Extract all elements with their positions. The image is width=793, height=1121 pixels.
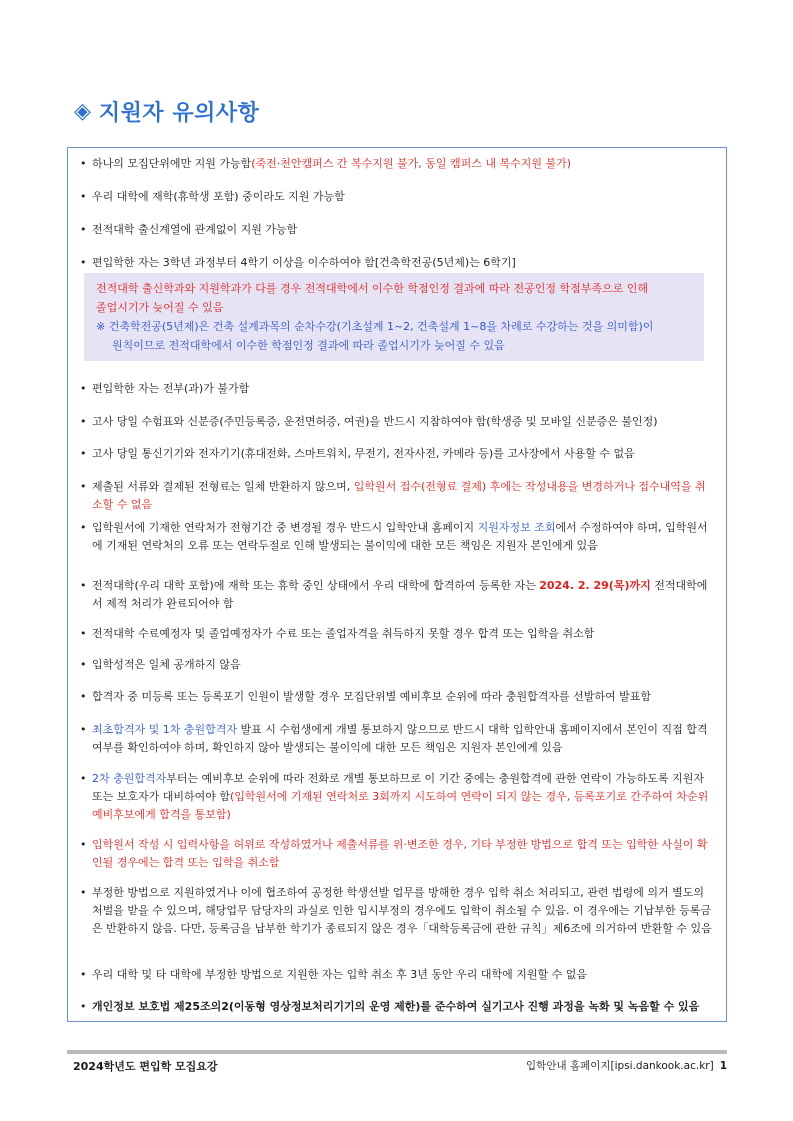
- section-title: [74, 96, 259, 127]
- list-item: [80, 966, 714, 984]
- item-text: 우리 대학 및 타 대학에 부정한 방법으로 지원한 자는 입학 취소 후 3년 동안 우리 대학에 지원할 수 없음: [92, 968, 587, 981]
- list-item: [80, 221, 714, 239]
- note-line: 졸업시기가 늦어질 수 있음: [96, 301, 224, 314]
- item-text: 편입학한 자는 3학년 과정부터 4학기 이상을 이수하여야 함[건축학전공(5년제)는 6학기]: [92, 256, 516, 269]
- list-item: [80, 884, 714, 938]
- item-text: 고사 당일 통신기기와 전자기기(휴대전화, 스마트워치, 무전기, 전자사전, 카메라 등)를 고사장에서 사용할 수 없음: [92, 447, 635, 460]
- page-number: 1: [719, 1060, 727, 1072]
- list-item: [80, 625, 714, 643]
- item-text: 고사 당일 수험표와 신분증(주민등록증, 운전면허증, 여권)을 반드시 지참하여야 함(학생증 및 모바일 신분증은 불인정): [92, 415, 658, 428]
- list-item: [80, 688, 714, 706]
- item-text: 합격자 중 미등록 또는 등록포기 인원이 발생할 경우 모집단위별 예비후보 순위에 따라 충원합격자를 선발하여 발표함: [92, 690, 651, 703]
- notice-box: [67, 147, 727, 1022]
- list-item: [80, 380, 714, 398]
- item-text: 부터는 예비후보 순위에 따라 전화로 개별 통보하므로 이 기간 중에는 충원합격에 관한 연락이 가능하도록 지원자 또는 보호자가 대비하여야 함: [92, 772, 705, 803]
- item-text: 하나의 모집단위에만 지원 가능함: [92, 157, 252, 170]
- item-text: 2024. 2. 29(목)까지: [539, 579, 651, 592]
- item-text: 전적대학(우리 대학 포함)에 재학 또는 휴학 중인 상태에서 우리 대학에 합격하여 등록한 자는: [92, 579, 540, 592]
- item-text: 제출된 서류와 결제된 전형료는 일체 반환하지 않으며,: [92, 480, 354, 493]
- note-box: [84, 273, 704, 361]
- list-item: [80, 770, 714, 824]
- list-item: [80, 478, 714, 514]
- diamond-icon: ◈: [74, 98, 91, 124]
- footer-info: [526, 1058, 727, 1073]
- item-text: 발표 시 수험생에게 개별 통보하지 않으므로 반드시 대학 입학안내 홈페이지에서 본인이 직접 합격여부를 확인하여야 하며, 확인하지 않아 발생되는 불이익에 대한 모든 책임은 지원자 본인에게 있음: [92, 723, 708, 754]
- item-text: 2차 충원합격자: [92, 772, 167, 785]
- list-item: [80, 413, 714, 431]
- section-title-text: 지원자 유의사항: [98, 101, 260, 126]
- item-text: 전적대학 수료예정자 및 졸업예정자가 수료 또는 졸업자격을 취득하지 못할 경우 합격 또는 입학을 취소함: [92, 627, 595, 640]
- item-text: 입학원서 접수(전형료 결제) 후에는 작성내용을 변경하거나 접수내역을 취소할 수 없음: [92, 480, 706, 511]
- item-text: 개인정보 보호법 제25조의2(이동형 영상정보처리기기의 운영 제한)를 준수하여 실기고사 진행 과정을 녹화 및 녹음할 수 있음: [92, 1000, 700, 1013]
- item-text: 입학원서 작성 시 입력사항을 허위로 작성하였거나 제출서류를 위·변조한 경우, 기타 부정한 방법으로 합격 또는 입학한 사실이 확인될 경우에는 합격 또는 입학을 취소함: [92, 838, 708, 869]
- list-item: [80, 445, 714, 463]
- item-text: (입학원서에 기재된 연락처로 3회까지 시도하여 연락이 되지 않는 경우, 등록포기로 간주하여 차순위 예비후보에게 합격을 통보함): [92, 790, 709, 821]
- item-text: 입학성적은 일체 공개하지 않음: [92, 658, 241, 671]
- list-item: [80, 998, 714, 1016]
- item-text: 최초합격자 및 1차 충원합격자: [92, 723, 237, 736]
- note-line: 전적대학 출신학과와 지원학과가 다를 경우 전적대학에서 이수한 학점인정 결과에 따라 전공인정 학점부족으로 인해: [96, 282, 649, 295]
- list-item: [80, 836, 714, 872]
- item-text: 전적대학 출신계열에 관계없이 지원 가능함: [92, 223, 298, 236]
- list-item: [80, 519, 714, 555]
- list-item: [80, 254, 714, 272]
- item-text: 지원자정보 조회: [477, 521, 556, 534]
- item-text: 부정한 방법으로 지원하였거나 이에 협조하여 공정한 학생선발 업무를 방해한 경우 입학 취소 처리되고, 관련 법령에 의거 별도의 처벌을 받을 수 있으며, 해당업무 담당자의 과실로 인한 입시부정의 경우에도 입학이 취소될 수 있음. 이 경우에는 기납부한 등록금은 반환하지 않음. 다만, 등록금을 납부한 학기가 종료되지 않은 경우「대학등록금에 관한 규칙」제6조에 의거하여 반환할 수 있음: [92, 886, 712, 935]
- list-item: [80, 656, 714, 674]
- note-line: ※ 건축학전공(5년제)은 건축 설계과목의 순차수강(기초설계 1~2, 건축설계 1~8을 차례로 수강하는 것을 의미함)이: [96, 320, 654, 333]
- item-text: 편입학한 자는 전부(과)가 불가함: [92, 382, 250, 395]
- item-text: 전적대학에서 제적 처리가 완료되어야 함: [92, 579, 708, 610]
- list-item: [80, 188, 714, 206]
- note-line: 원칙이므로 전적대학에서 이수한 학점인정 결과에 따라 졸업시기가 늦어질 수 있음: [112, 339, 505, 352]
- item-text: 우리 대학에 재학(휴학생 포함) 중이라도 지원 가능함: [92, 190, 345, 203]
- item-text: 입학원서에 기재한 연락처가 전형기간 중 변경될 경우 반드시 입학안내 홈페이지: [92, 521, 478, 534]
- footer-title: 2024학년도 편입학 모집요강: [73, 1060, 218, 1073]
- item-text: 에서 수정하여야 하며, 입학원서에 기재된 연락처의 오류 또는 연락두절로 인해 발생되는 불이익에 대한 모든 책임은 지원자 본인에게 있음: [92, 521, 708, 552]
- list-item: [80, 155, 714, 173]
- footer-website: 입학안내 홈페이지[ipsi.dankook.ac.kr]: [526, 1060, 714, 1072]
- item-text: (죽전·천안캠퍼스 간 복수지원 불가, 동일 캠퍼스 내 복수지원 불가): [251, 157, 572, 170]
- list-item: [80, 577, 714, 613]
- footer-divider: [67, 1050, 727, 1054]
- list-item: [80, 721, 714, 757]
